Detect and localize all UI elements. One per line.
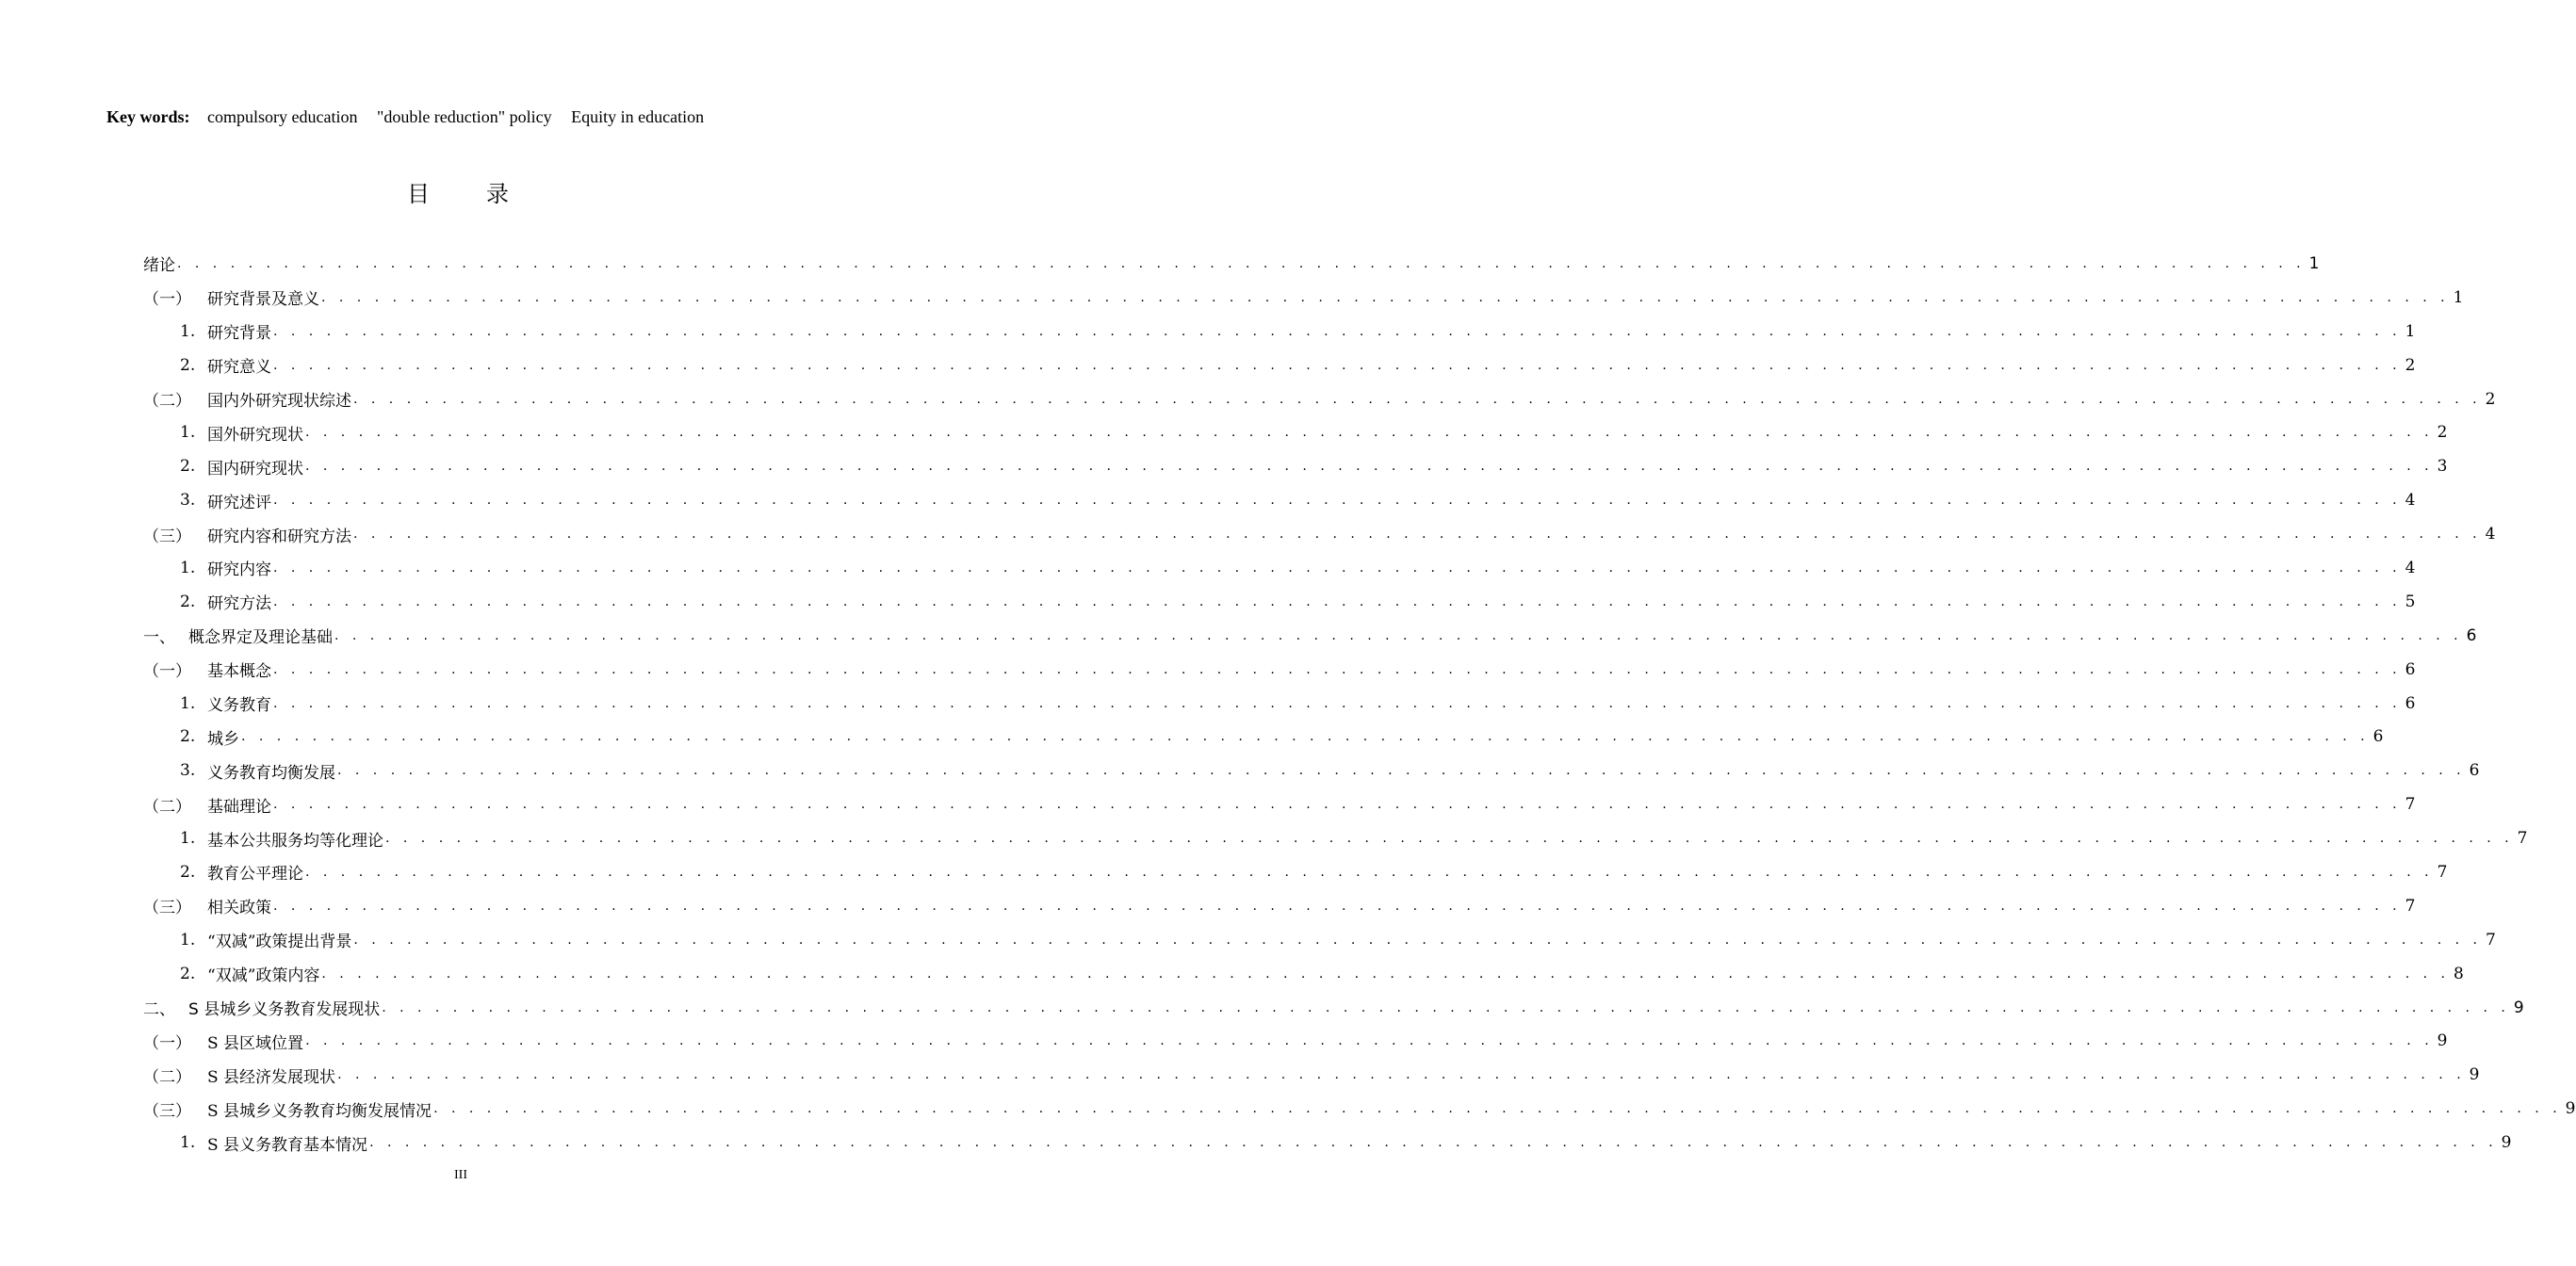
toc-entry[interactable] xyxy=(143,483,2416,517)
keyword-item: "double reduction" policy xyxy=(376,107,552,126)
table-of-contents xyxy=(143,247,2576,1160)
toc-dot-leader: . . . . . . . . . . . . . . . . . . . . . . . . . . . . . . . . . . . . . . . . . . . . . . . . . . . . . . . . . . . . . . . . . . . . . . . . . . . . . . . . . . . . . . . . . . . . . . . . . . . . . . . . . . . . . . . . . . . . . . . . xyxy=(273,560,2402,576)
toc-title: 目 录 xyxy=(407,181,526,207)
toc-entry[interactable] xyxy=(143,247,2320,281)
toc-entry-title: 基本概念 xyxy=(207,662,271,682)
toc-entry-number: 3. xyxy=(180,761,196,781)
toc-entry[interactable] xyxy=(143,957,2464,991)
toc-entry[interactable] xyxy=(143,991,2524,1025)
toc-entry-title: S 县义务教育基本情况 xyxy=(207,1135,368,1155)
toc-dot-leader: . . . . . . . . . . . . . . . . . . . . . . . . . . . . . . . . . . . . . . . . . . . . . . . . . . . . . . . . . . . . . . . . . . . . . . . . . . . . . . . . . . . . . . . . . . . . . . . . . . . . . . . . . . . . . . . . . . . . . . . . xyxy=(321,966,2450,982)
toc-entry[interactable] xyxy=(143,619,2477,653)
toc-entry-page: 5 xyxy=(2405,592,2416,611)
toc-entry-page: 2 xyxy=(2485,389,2496,409)
toc-entry-title: 研究意义 xyxy=(207,358,271,378)
toc-entry[interactable] xyxy=(143,889,2416,923)
toc-entry-page: 1 xyxy=(2405,321,2416,341)
toc-entry-number: 2. xyxy=(180,862,196,882)
toc-entry[interactable] xyxy=(143,821,2528,855)
toc-dot-leader: . . . . . . . . . . . . . . . . . . . . . . . . . . . . . . . . . . . . . . . . . . . . . . . . . . . . . . . . . . . . . . . . . . . . . . . . . . . . . . . . . . . . . . . . . . . . . . . . . . . . . . . . . . . . . . . . . . . . . . . . xyxy=(382,999,2510,1015)
toc-entry-page: 9 xyxy=(2513,998,2524,1017)
toc-entry[interactable] xyxy=(143,653,2416,687)
toc-entry[interactable] xyxy=(143,349,2416,382)
toc-entry[interactable] xyxy=(143,787,2416,821)
toc-dot-leader: . . . . . . . . . . . . . . . . . . . . . . . . . . . . . . . . . . . . . . . . . . . . . . . . . . . . . . . . . . . . . . . . . . . . . . . . . . . . . . . . . . . . . . . . . . . . . . . . . . . . . . . . . . . . . . . . . . . . . . . . xyxy=(273,593,2402,609)
toc-entry-page: 9 xyxy=(2437,1031,2448,1051)
toc-entry-number: 3. xyxy=(180,491,196,511)
toc-entry-number: 2. xyxy=(180,964,196,983)
toc-dot-leader: . . . . . . . . . . . . . . . . . . . . . . . . . . . . . . . . . . . . . . . . . . . . . . . . . . . . . . . . . . . . . . . . . . . . . . . . . . . . . . . . . . . . . . . . . . . . . . . . . . . . . . . . . . . . . . . . . . . . . . . . xyxy=(321,289,2450,305)
toc-entry-title: 绪论 xyxy=(143,256,175,276)
toc-entry-page: 2 xyxy=(2437,423,2448,443)
toc-entry-page: 9 xyxy=(2565,1099,2576,1119)
toc-dot-leader: . . . . . . . . . . . . . . . . . . . . . . . . . . . . . . . . . . . . . . . . . . . . . . . . . . . . . . . . . . . . . . . . . . . . . . . . . . . . . . . . . . . . . . . . . . . . . . . . . . . . . . . . . . . . . . . . . . . . . . . . xyxy=(273,898,2402,914)
toc-entry-page: 4 xyxy=(2485,525,2496,544)
toc-entry-title: 国内外研究现状综述 xyxy=(207,392,351,411)
toc-entry-title: 研究述评 xyxy=(207,493,271,512)
toc-dot-leader: . . . . . . . . . . . . . . . . . . . . . . . . . . . . . . . . . . . . . . . . . . . . . . . . . . . . . . . . . . . . . . . . . . . . . . . . . . . . . . . . . . . . . . . . . . . . . . . . . . . . . . . . . . . . . . . . . . . . . . . . xyxy=(433,1101,2562,1117)
toc-entry-title: 基础理论 xyxy=(207,797,271,817)
toc-entry-title: 研究背景 xyxy=(207,324,271,344)
toc-entry-page: 7 xyxy=(2405,795,2416,815)
toc-entry[interactable] xyxy=(143,517,2496,551)
toc-entry-title: 研究背景及意义 xyxy=(207,290,319,310)
toc-entry[interactable] xyxy=(143,1092,2576,1126)
toc-entry-title: 基本公共服务均等化理论 xyxy=(207,831,383,851)
toc-dot-leader: . . . . . . . . . . . . . . . . . . . . . . . . . . . . . . . . . . . . . . . . . . . . . . . . . . . . . . . . . . . . . . . . . . . . . . . . . . . . . . . . . . . . . . . . . . . . . . . . . . . . . . . . . . . . . . . . . . . . . . . . xyxy=(273,695,2402,711)
toc-dot-leader: . . . . . . . . . . . . . . . . . . . . . . . . . . . . . . . . . . . . . . . . . . . . . . . . . . . . . . . . . . . . . . . . . . . . . . . . . . . . . . . . . . . . . . . . . . . . . . . . . . . . . . . . . . . . . . . . . . . . . . . . xyxy=(273,661,2402,677)
toc-entry-number: 2. xyxy=(180,592,196,611)
toc-entry[interactable] xyxy=(143,1024,2448,1058)
toc-entry-title: 国内研究现状 xyxy=(207,459,303,479)
toc-entry-title: S 县城乡义务教育均衡发展情况 xyxy=(207,1101,432,1121)
toc-entry-title: 研究方法 xyxy=(207,594,271,614)
toc-entry-page: 6 xyxy=(2372,727,2384,747)
toc-dot-leader: . . . . . . . . . . . . . . . . . . . . . . . . . . . . . . . . . . . . . . . . . . . . . . . . . . . . . . . . . . . . . . . . . . . . . . . . . . . . . . . . . . . . . . . . . . . . . . . . . . . . . . . . . . . . . . . . . . . . . . . . xyxy=(385,831,2514,847)
toc-dot-leader: . . . . . . . . . . . . . . . . . . . . . . . . . . . . . . . . . . . . . . . . . . . . . . . . . . . . . . . . . . . . . . . . . . . . . . . . . . . . . . . . . . . . . . . . . . . . . . . . . . . . . . . . . . . . . . . . . . . . . . . . xyxy=(273,323,2402,339)
toc-entry-number: （一） xyxy=(143,290,191,310)
toc-entry-title: 教育公平理论 xyxy=(207,865,303,885)
toc-entry[interactable] xyxy=(143,923,2496,957)
toc-entry-page: 1 xyxy=(2308,253,2320,273)
toc-entry-number: 2. xyxy=(180,727,196,747)
toc-entry[interactable] xyxy=(143,754,2480,787)
toc-dot-leader: . . . . . . . . . . . . . . . . . . . . . . . . . . . . . . . . . . . . . . . . . . . . . . . . . . . . . . . . . . . . . . . . . . . . . . . . . . . . . . . . . . . . . . . . . . . . . . . . . . . . . . . . . . . . . . . . . . . . . . . . xyxy=(337,1067,2466,1083)
toc-entry-page: 9 xyxy=(2501,1133,2512,1153)
toc-entry-number: （二） xyxy=(143,797,191,817)
keyword-item: Equity in education xyxy=(571,107,705,126)
toc-entry-page: 7 xyxy=(2437,862,2448,882)
toc-entry-number: 1. xyxy=(180,558,196,577)
toc-dot-leader: . . . . . . . . . . . . . . . . . . . . . . . . . . . . . . . . . . . . . . . . . . . . . . . . . . . . . . . . . . . . . . . . . . . . . . . . . . . . . . . . . . . . . . . . . . . . . . . . . . . . . . . . . . . . . . . . . . . . . . . . xyxy=(305,1033,2434,1049)
toc-entry-number: （二） xyxy=(143,392,191,411)
toc-entry-title: S 县城乡义务教育发展现状 xyxy=(188,1000,381,1020)
toc-entry-number: 1. xyxy=(180,423,196,443)
toc-entry[interactable] xyxy=(143,382,2496,416)
toc-dot-leader: . . . . . . . . . . . . . . . . . . . . . . . . . . . . . . . . . . . . . . . . . . . . . . . . . . . . . . . . . . . . . . . . . . . . . . . . . . . . . . . . . . . . . . . . . . . . . . . . . . . . . . . . . . . . . . . . . . . . . . . . xyxy=(305,425,2434,441)
toc-entry-title: 义务教育 xyxy=(207,696,271,716)
toc-entry-title: 相关政策 xyxy=(207,899,271,918)
toc-entry[interactable] xyxy=(143,415,2448,449)
toc-entry-page: 8 xyxy=(2454,964,2464,983)
toc-entry[interactable] xyxy=(143,687,2416,721)
toc-entry-number: （三） xyxy=(143,899,191,918)
toc-entry-number: （三） xyxy=(143,1101,191,1121)
toc-entry-number: 1. xyxy=(180,930,196,950)
toc-entry-number: （三） xyxy=(143,527,191,546)
toc-entry-page: 9 xyxy=(2469,1065,2480,1085)
toc-entry-page: 7 xyxy=(2486,930,2496,950)
toc-entry[interactable] xyxy=(143,1058,2480,1092)
toc-dot-leader: . . . . . . . . . . . . . . . . . . . . . . . . . . . . . . . . . . . . . . . . . . . . . . . . . . . . . . . . . . . . . . . . . . . . . . . . . . . . . . . . . . . . . . . . . . . . . . . . . . . . . . . . . . . . . . . . . . . . . . . . xyxy=(273,797,2402,813)
toc-entry[interactable] xyxy=(143,315,2416,349)
toc-entry-number: 1. xyxy=(180,1133,196,1153)
toc-dot-leader: . . . . . . . . . . . . . . . . . . . . . . . . . . . . . . . . . . . . . . . . . . . . . . . . . . . . . . . . . . . . . . . . . . . . . . . . . . . . . . . . . . . . . . . . . . . . . . . . . . . . . . . . . . . . . . . . . . . . . . . . xyxy=(305,864,2434,880)
toc-entry-number: （一） xyxy=(143,1033,191,1053)
toc-entry-number: 2. xyxy=(180,457,196,477)
toc-entry-page: 3 xyxy=(2437,457,2448,477)
toc-entry-title: S 县区域位置 xyxy=(207,1033,304,1053)
keywords-label: Key words: xyxy=(106,107,190,126)
toc-entry[interactable] xyxy=(143,585,2416,619)
toc-entry[interactable] xyxy=(143,720,2384,754)
toc-dot-leader: . . . . . . . . . . . . . . . . . . . . . . . . . . . . . . . . . . . . . . . . . . . . . . . . . . . . . . . . . . . . . . . . . . . . . . . . . . . . . . . . . . . . . . . . . . . . . . . . . . . . . . . . . . . . . . . . . . . . . . . . xyxy=(353,932,2482,948)
toc-dot-leader: . . . . . . . . . . . . . . . . . . . . . . . . . . . . . . . . . . . . . . . . . . . . . . . . . . . . . . . . . . . . . . . . . . . . . . . . . . . . . . . . . . . . . . . . . . . . . . . . . . . . . . . . . . . . . . . . . . . . . . . . xyxy=(177,255,2306,271)
toc-entry-number: 一、 xyxy=(143,628,175,648)
toc-entry-page: 6 xyxy=(2405,693,2416,713)
toc-dot-leader: . . . . . . . . . . . . . . . . . . . . . . . . . . . . . . . . . . . . . . . . . . . . . . . . . . . . . . . . . . . . . . . . . . . . . . . . . . . . . . . . . . . . . . . . . . . . . . . . . . . . . . . . . . . . . . . . . . . . . . . . xyxy=(353,391,2482,407)
toc-entry-title: 概念界定及理论基础 xyxy=(188,628,333,648)
toc-dot-leader: . . . . . . . . . . . . . . . . . . . . . . . . . . . . . . . . . . . . . . . . . . . . . . . . . . . . . . . . . . . . . . . . . . . . . . . . . . . . . . . . . . . . . . . . . . . . . . . . . . . . . . . . . . . . . . . . . . . . . . . . xyxy=(334,627,2463,643)
toc-entry-number: （二） xyxy=(143,1067,191,1087)
toc-entry-title: 国外研究现状 xyxy=(207,425,303,445)
toc-entry-page: 1 xyxy=(2453,287,2464,307)
toc-entry-number: 1. xyxy=(180,693,196,713)
toc-entry-page: 2 xyxy=(2405,355,2416,375)
toc-entry-number: 二、 xyxy=(143,1000,175,1020)
toc-dot-leader: . . . . . . . . . . . . . . . . . . . . . . . . . . . . . . . . . . . . . . . . . . . . . . . . . . . . . . . . . . . . . . . . . . . . . . . . . . . . . . . . . . . . . . . . . . . . . . . . . . . . . . . . . . . . . . . . . . . . . . . . xyxy=(273,357,2402,373)
toc-entry-page: 4 xyxy=(2405,558,2416,577)
keywords-line xyxy=(106,107,823,127)
toc-dot-leader: . . . . . . . . . . . . . . . . . . . . . . . . . . . . . . . . . . . . . . . . . . . . . . . . . . . . . . . . . . . . . . . . . . . . . . . . . . . . . . . . . . . . . . . . . . . . . . . . . . . . . . . . . . . . . . . . . . . . . . . . xyxy=(337,763,2466,779)
toc-entry-number: （一） xyxy=(143,662,191,682)
toc-entry[interactable] xyxy=(143,449,2448,483)
toc-entry-title: “双减”政策提出背景 xyxy=(207,933,352,952)
toc-entry-number: 2. xyxy=(180,355,196,375)
toc-entry-page: 7 xyxy=(2405,896,2416,916)
toc-entry[interactable] xyxy=(143,551,2416,585)
toc-entry-page: 6 xyxy=(2469,761,2480,781)
toc-entry[interactable] xyxy=(143,855,2448,889)
toc-entry-number: 1. xyxy=(180,321,196,341)
toc-dot-leader: . . . . . . . . . . . . . . . . . . . . . . . . . . . . . . . . . . . . . . . . . . . . . . . . . . . . . . . . . . . . . . . . . . . . . . . . . . . . . . . . . . . . . . . . . . . . . . . . . . . . . . . . . . . . . . . . . . . . . . . . xyxy=(353,527,2482,543)
toc-entry-title: “双减”政策内容 xyxy=(207,966,320,986)
toc-entry-page: 4 xyxy=(2405,491,2416,511)
toc-entry-title: 研究内容 xyxy=(207,560,271,580)
keyword-item: compulsory education xyxy=(207,107,358,126)
toc-dot-leader: . . . . . . . . . . . . . . . . . . . . . . . . . . . . . . . . . . . . . . . . . . . . . . . . . . . . . . . . . . . . . . . . . . . . . . . . . . . . . . . . . . . . . . . . . . . . . . . . . . . . . . . . . . . . . . . . . . . . . . . . xyxy=(241,729,2370,745)
toc-entry-page: 6 xyxy=(2405,659,2416,679)
toc-entry-number: 1. xyxy=(180,829,196,849)
toc-entry-page: 6 xyxy=(2466,625,2477,645)
toc-entry-title: S 县经济发展现状 xyxy=(207,1067,336,1087)
page-number: III xyxy=(454,1168,467,1182)
toc-entry-title: 研究内容和研究方法 xyxy=(207,527,351,546)
toc-entry[interactable] xyxy=(143,1126,2512,1160)
toc-entry-title: 城乡 xyxy=(207,729,239,749)
toc-dot-leader: . . . . . . . . . . . . . . . . . . . . . . . . . . . . . . . . . . . . . . . . . . . . . . . . . . . . . . . . . . . . . . . . . . . . . . . . . . . . . . . . . . . . . . . . . . . . . . . . . . . . . . . . . . . . . . . . . . . . . . . . xyxy=(369,1135,2498,1151)
toc-entry[interactable] xyxy=(143,281,2464,315)
toc-dot-leader: . . . . . . . . . . . . . . . . . . . . . . . . . . . . . . . . . . . . . . . . . . . . . . . . . . . . . . . . . . . . . . . . . . . . . . . . . . . . . . . . . . . . . . . . . . . . . . . . . . . . . . . . . . . . . . . . . . . . . . . . xyxy=(273,493,2402,509)
toc-entry-title: 义务教育均衡发展 xyxy=(207,763,335,783)
toc-dot-leader: . . . . . . . . . . . . . . . . . . . . . . . . . . . . . . . . . . . . . . . . . . . . . . . . . . . . . . . . . . . . . . . . . . . . . . . . . . . . . . . . . . . . . . . . . . . . . . . . . . . . . . . . . . . . . . . . . . . . . . . . xyxy=(305,459,2434,475)
toc-entry-page: 7 xyxy=(2517,829,2528,849)
